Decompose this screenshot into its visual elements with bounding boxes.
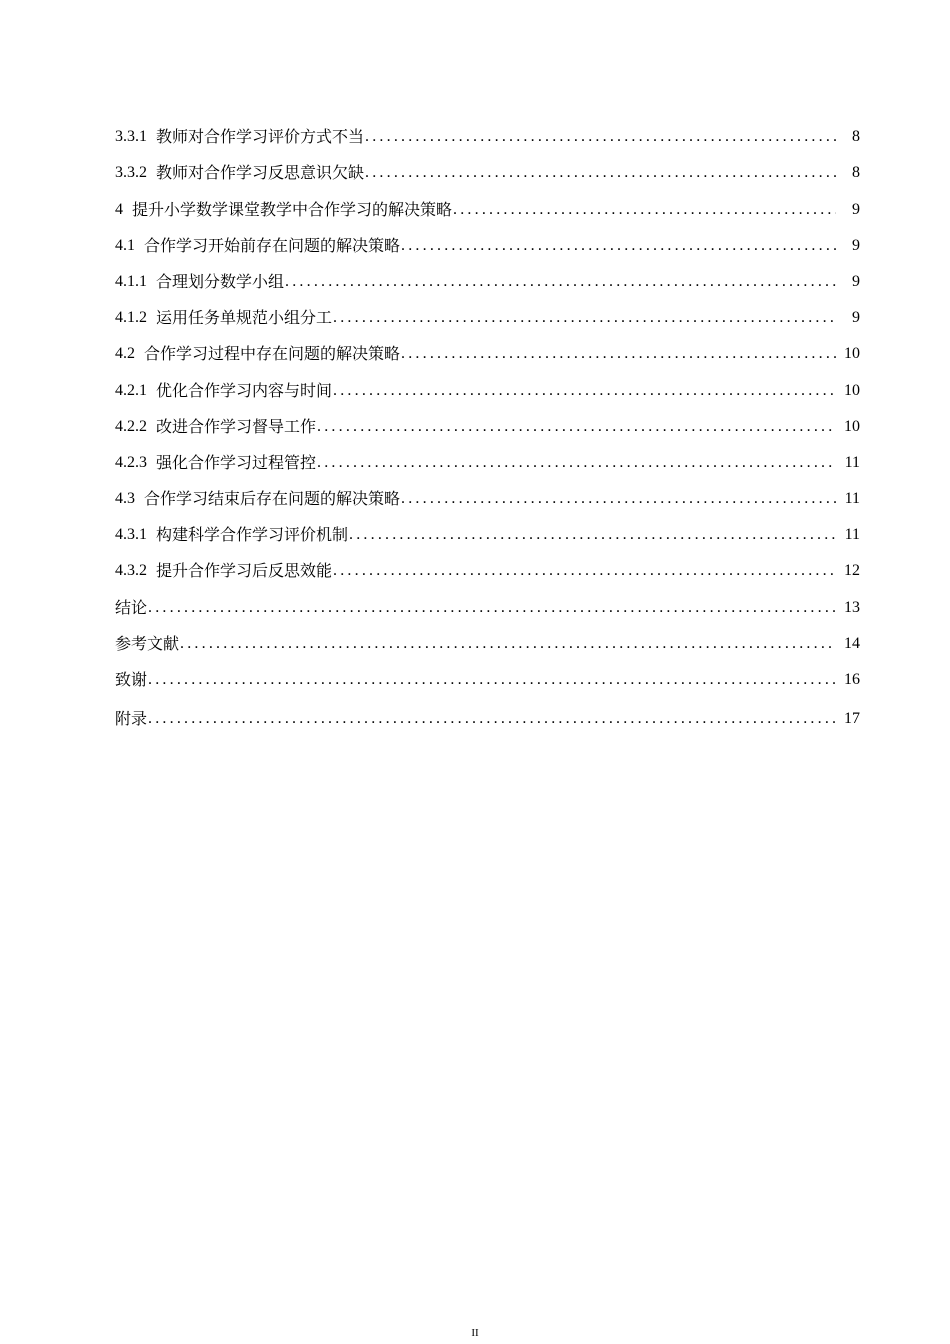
toc-dot-leader [317,452,836,474]
toc-dot-leader [365,126,836,148]
toc-dot-leader [148,669,836,691]
toc-entry-title: 教师对合作学习评价方式不当 [156,127,365,147]
toc-dot-leader [333,560,836,582]
toc-dot-leader [148,708,836,730]
toc-entry-title: 运用任务单规范小组分工 [156,308,333,328]
toc-dot-leader [401,235,836,257]
toc-entry-page: 10 [844,417,860,435]
page-number: II [471,1327,479,1339]
toc-entry-appendix[interactable] [115,691,860,730]
toc-entry-page: 14 [844,634,860,652]
toc-entry-title: 附录 [115,708,148,728]
toc-entry-number: 4.1.1 [115,272,147,290]
toc-entry-title: 合作学习过程中存在问题的解决策略 [144,344,401,364]
toc-entry-references[interactable] [115,619,860,655]
toc-dot-leader [401,488,836,510]
toc-dot-leader [401,343,836,365]
toc-entry[interactable] [115,510,860,546]
toc-entry[interactable] [115,257,860,293]
toc-entry[interactable] [115,365,860,401]
toc-entry-number: 4.3.2 [115,562,147,580]
toc-entry-page: 11 [844,526,860,544]
toc-entry-title: 提升合作学习后反思效能 [156,561,333,581]
toc-entry-page: 11 [844,453,860,471]
toc-entry-number: 4 [115,200,123,218]
toc-dot-leader [349,524,836,546]
toc-entry-number: 4.3.1 [115,526,147,544]
toc-entry-title: 结论 [115,597,148,617]
toc-entry-page: 8 [852,164,860,182]
toc-entry[interactable] [115,402,860,438]
toc-entry-number: 3.3.1 [115,128,147,146]
toc-entry-title: 教师对合作学习反思意识欠缺 [156,163,365,183]
toc-dot-leader [453,199,836,221]
toc-entry[interactable] [115,221,860,257]
toc-dot-leader [180,633,836,655]
toc-entry-title: 致谢 [115,670,148,689]
toc-entry[interactable] [115,329,860,365]
toc-entry-number: 4.1.2 [115,309,147,327]
toc-entry-page: 9 [852,200,860,218]
toc-entry-page: 10 [844,381,860,399]
toc-entry-conclusion[interactable] [115,582,860,618]
toc-entry-number: 4.2 [115,345,135,363]
toc-entry-title: 改进合作学习督导工作 [156,416,317,436]
toc-entry-number: 4.2.1 [115,381,147,399]
toc-entry[interactable] [115,148,860,184]
toc-entry-page: 9 [852,272,860,290]
toc-entry-page: 11 [844,490,860,508]
toc-dot-leader [285,271,836,293]
toc-entry[interactable] [115,474,860,510]
toc-entry[interactable] [115,438,860,474]
toc-entry-number: 4.1 [115,236,135,254]
toc-entry[interactable] [115,184,860,220]
toc-dot-leader [365,162,836,184]
toc-dot-leader [148,597,836,619]
toc-entry-page: 10 [844,345,860,363]
toc-entry-title: 构建科学合作学习评价机制 [156,525,349,545]
toc-dot-leader [333,380,836,402]
toc-entry-page: 13 [844,598,860,616]
toc-entry-title: 合作学习结束后存在问题的解决策略 [144,489,401,509]
toc-entry-acknowledgements[interactable] [115,655,860,691]
toc-entry-page: 12 [844,562,860,580]
toc-entry-title: 合作学习开始前存在问题的解决策略 [144,235,401,255]
toc-entry-title: 优化合作学习内容与时间 [156,380,333,400]
toc-entry[interactable] [115,112,860,148]
toc-entry-page: 17 [844,709,860,727]
toc-entry[interactable] [115,546,860,582]
toc-entry-page: 8 [852,128,860,146]
toc-dot-leader [333,307,836,329]
toc-entry-title: 参考文献 [115,633,180,653]
toc-entry-number: 3.3.2 [115,164,147,182]
toc-entry-page: 9 [852,309,860,327]
toc-entry-number: 4.2.3 [115,453,147,471]
toc-entry-page: 9 [852,236,860,254]
toc-entry-title: 提升小学数学课堂教学中合作学习的解决策略 [132,199,453,219]
toc-entry-title: 强化合作学习过程管控 [156,452,317,472]
toc-entry-number: 4.2.2 [115,417,147,435]
toc-dot-leader [317,416,836,438]
toc-entry-title: 合理划分数学小组 [156,271,285,291]
table-of-contents [115,112,860,730]
toc-entry-number: 4.3 [115,490,135,508]
toc-entry[interactable] [115,293,860,329]
toc-entry-page: 16 [844,671,860,688]
